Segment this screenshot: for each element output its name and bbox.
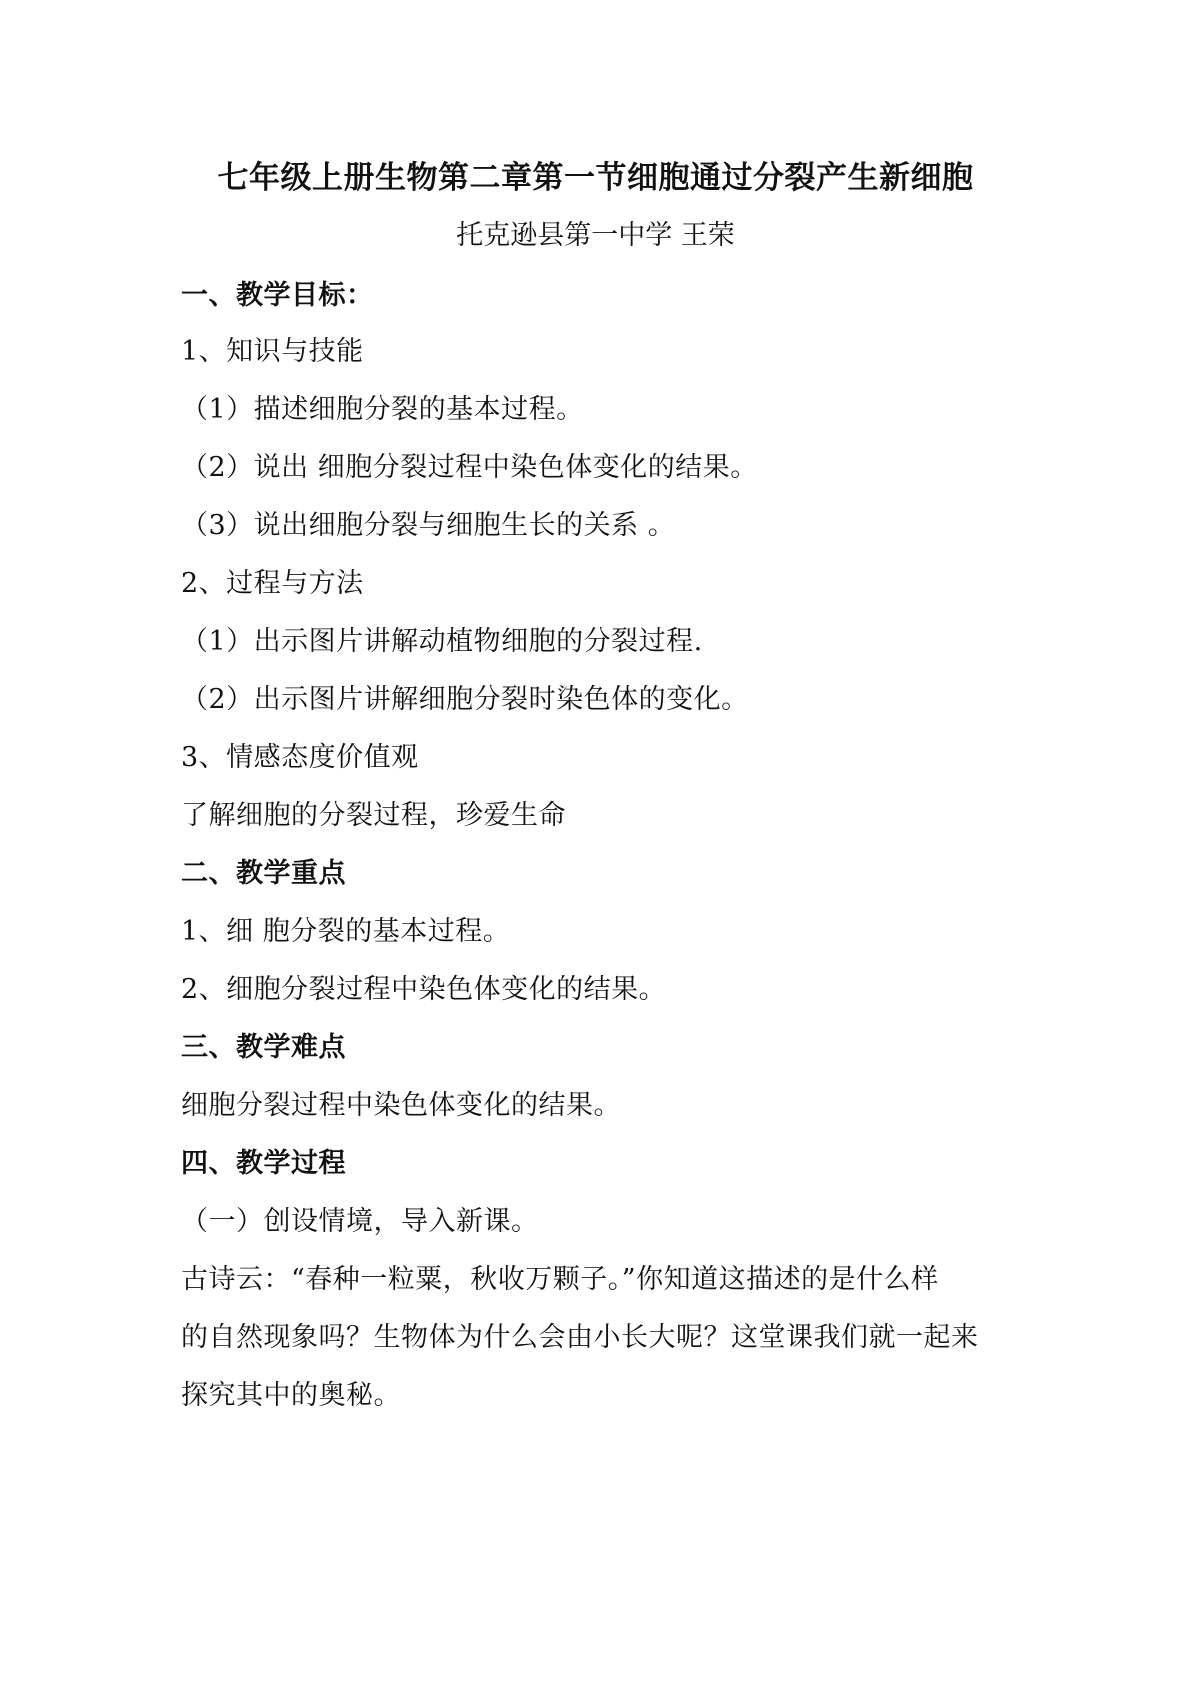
process-item: （2）出示图片讲解细胞分裂时染色体的变化。 [181,684,749,715]
key-point-item: 2、细胞分裂过程中染色体变化的结果。 [181,974,667,1005]
process-item: （1）出示图片讲解动植物细胞的分裂过程. [181,626,703,657]
section-heading-key-points: 二、教学重点 [181,858,346,889]
procedure-step: （一）创设情境，导入新课。 [181,1206,539,1237]
subheading-process-method: 2、过程与方法 [181,568,364,599]
objective-item: （1）描述细胞分裂的基本过程。 [181,394,584,425]
procedure-paragraph-line: 古诗云：“春种一粒粟，秋收万颗子。”你知道这描述的是什么样 [181,1264,939,1295]
emotion-text: 了解细胞的分裂过程，珍爱生命 [181,800,566,831]
difficulty-text: 细胞分裂过程中染色体变化的结果。 [181,1090,621,1121]
document-author: 托克逊县第一中学 王荣 [456,220,735,251]
document-title: 七年级上册生物第二章第一节细胞通过分裂产生新细胞 [217,160,974,196]
subheading-knowledge-skills: 1、知识与技能 [181,336,364,367]
objective-item: （3）说出细胞分裂与细胞生长的关系 。 [181,510,676,541]
section-heading-difficulties: 三、教学难点 [181,1032,346,1063]
subheading-emotion-values: 3、情感态度价值观 [181,742,419,773]
procedure-paragraph-line: 探究其中的奥秘。 [181,1380,401,1411]
section-heading-procedure: 四、教学过程 [181,1148,346,1179]
key-point-item: 1、细 胞分裂的基本过程。 [181,916,511,947]
section-heading-objectives: 一、教学目标： [181,280,374,311]
objective-item: （2）说出 细胞分裂过程中染色体变化的结果。 [181,452,758,483]
procedure-paragraph-line: 的自然现象吗？生物体为什么会由小长大呢？这堂课我们就一起来 [181,1322,979,1353]
